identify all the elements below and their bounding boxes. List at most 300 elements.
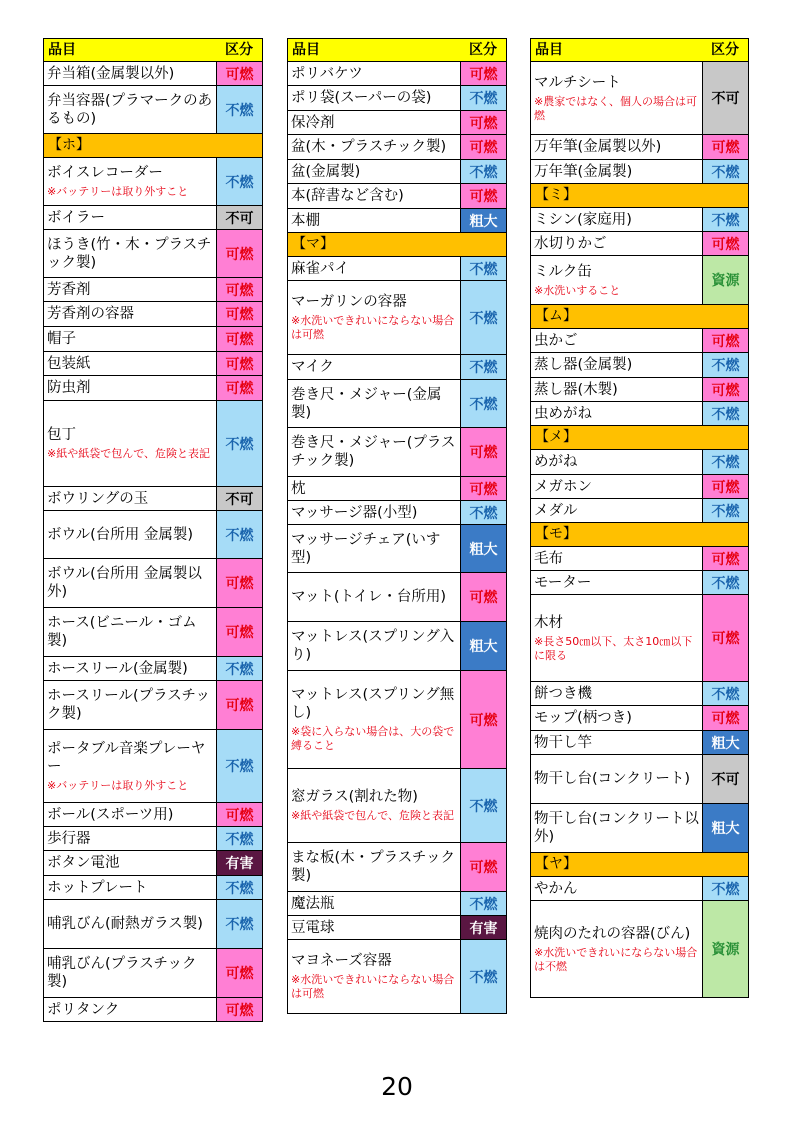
item-name: 歩行器 bbox=[47, 830, 91, 847]
category-badge: 不燃 bbox=[703, 877, 748, 900]
category-badge: 不燃 bbox=[461, 257, 506, 280]
category-badge: 可燃 bbox=[703, 475, 748, 498]
item-name: マヨネーズ容器 bbox=[291, 953, 392, 969]
table-row bbox=[288, 477, 506, 501]
category-badge: 可燃 bbox=[703, 547, 748, 570]
table-row bbox=[44, 376, 262, 401]
item-name: 包装紙 bbox=[47, 355, 91, 372]
item-name: 本棚 bbox=[291, 212, 320, 229]
category-badge: 可燃 bbox=[217, 949, 262, 997]
table-row bbox=[288, 209, 506, 233]
item-name-cell bbox=[531, 706, 703, 730]
table-row bbox=[288, 671, 506, 769]
category-badge: 可燃 bbox=[461, 184, 506, 208]
table-row bbox=[288, 501, 506, 525]
item-name: ボタン電池 bbox=[47, 855, 120, 871]
category-badge: 可燃 bbox=[703, 135, 748, 159]
table-row bbox=[288, 622, 506, 671]
item-name: ポリバケツ bbox=[291, 65, 363, 82]
header-item-label: 品目 bbox=[535, 42, 563, 58]
category-badge: 不燃 bbox=[217, 86, 262, 133]
item-name-cell bbox=[531, 755, 703, 803]
table-row bbox=[288, 916, 506, 940]
category-badge: 不燃 bbox=[461, 281, 506, 354]
item-note: ※バッテリーは取り外すこと bbox=[47, 185, 189, 198]
item-name: 物干し台(コンクリート以外) bbox=[534, 811, 699, 845]
item-name-cell bbox=[531, 160, 703, 183]
category-badge: 不燃 bbox=[703, 402, 748, 425]
item-name-cell bbox=[288, 135, 461, 159]
item-name: 水切りかご bbox=[534, 235, 607, 252]
table-row bbox=[288, 184, 506, 209]
item-name-cell bbox=[288, 355, 461, 379]
table-row bbox=[44, 511, 262, 559]
item-name-cell bbox=[44, 900, 217, 948]
category-badge: 可燃 bbox=[703, 595, 748, 681]
item-name: ミルク缶 bbox=[534, 263, 592, 280]
table-row bbox=[531, 353, 748, 378]
item-name: 餅つき機 bbox=[534, 685, 592, 702]
header-category-label: 区分 bbox=[711, 42, 739, 58]
item-name-cell bbox=[44, 278, 217, 301]
item-name-cell bbox=[531, 329, 703, 352]
item-name-cell bbox=[44, 559, 217, 607]
page-number: 20 bbox=[381, 1072, 413, 1101]
category-badge: 可燃 bbox=[217, 608, 262, 656]
item-name-cell bbox=[531, 571, 703, 594]
item-name: まな板(木・プラスチック製) bbox=[291, 850, 455, 884]
table-row bbox=[44, 352, 262, 376]
item-name-cell bbox=[44, 487, 217, 510]
table-row bbox=[288, 525, 506, 573]
header-category-label: 区分 bbox=[225, 42, 253, 58]
table-row bbox=[288, 135, 506, 160]
item-name-cell bbox=[288, 501, 461, 524]
category-badge: 不燃 bbox=[217, 827, 262, 850]
category-badge: 不可 bbox=[217, 206, 262, 229]
table-row bbox=[44, 302, 262, 327]
item-name-cell bbox=[44, 352, 217, 375]
category-badge: 可燃 bbox=[461, 135, 506, 159]
table-row bbox=[531, 329, 748, 353]
item-name-cell bbox=[44, 206, 217, 229]
category-badge: 不燃 bbox=[461, 160, 506, 183]
table-row bbox=[44, 327, 262, 352]
item-name: 万年筆(金属製以外) bbox=[534, 139, 662, 155]
category-badge: 不燃 bbox=[217, 900, 262, 948]
table-row bbox=[288, 380, 506, 428]
item-name: 蒸し器(木製) bbox=[534, 381, 618, 398]
category-badge: 不燃 bbox=[461, 940, 506, 1013]
section-header: 【マ】 bbox=[288, 233, 506, 257]
table-row bbox=[531, 706, 748, 731]
item-name-cell bbox=[44, 158, 217, 205]
table-row bbox=[288, 573, 506, 622]
section-header: 【ム】 bbox=[531, 305, 748, 329]
table-row bbox=[288, 892, 506, 916]
table-column-3 bbox=[530, 38, 749, 998]
category-badge: 不燃 bbox=[461, 892, 506, 915]
item-name-cell bbox=[531, 499, 703, 522]
category-badge: 可燃 bbox=[461, 477, 506, 500]
item-name-cell bbox=[288, 184, 461, 208]
item-name-cell bbox=[531, 731, 703, 754]
item-name-cell bbox=[288, 940, 461, 1013]
item-name: 枕 bbox=[291, 480, 306, 497]
item-name-cell bbox=[288, 477, 461, 500]
item-name-cell bbox=[288, 86, 461, 110]
item-name: 哺乳びん(耐熱ガラス製) bbox=[47, 916, 203, 932]
item-name: マイク bbox=[291, 359, 334, 375]
table-row bbox=[44, 278, 262, 302]
table-row bbox=[288, 355, 506, 380]
table-row bbox=[531, 571, 748, 595]
category-badge: 可燃 bbox=[461, 671, 506, 768]
item-name: 盆(金属製) bbox=[291, 163, 361, 180]
category-badge: 可燃 bbox=[217, 327, 262, 351]
item-name-cell bbox=[44, 230, 217, 277]
item-name: ボイスレコーダー bbox=[47, 165, 163, 181]
table-row bbox=[44, 803, 262, 827]
item-name: 万年筆(金属製) bbox=[534, 163, 633, 180]
section-header: 【ミ】 bbox=[531, 184, 748, 208]
item-name: 弁当容器(プラマークのあるもの) bbox=[47, 92, 213, 127]
table-row bbox=[44, 206, 262, 230]
header-item-label: 品目 bbox=[292, 42, 320, 58]
item-name-cell bbox=[44, 302, 217, 326]
table-row bbox=[44, 730, 262, 803]
table-row bbox=[288, 428, 506, 477]
item-name-cell bbox=[531, 450, 703, 474]
item-name-cell bbox=[531, 135, 703, 159]
header-category-label: 区分 bbox=[469, 42, 497, 58]
item-name-cell bbox=[288, 62, 461, 85]
table-row bbox=[44, 876, 262, 900]
table-row bbox=[44, 86, 262, 134]
item-name: 芳香剤の容器 bbox=[47, 306, 134, 322]
item-name-cell bbox=[44, 998, 217, 1021]
table-row bbox=[288, 843, 506, 892]
item-note: ※水洗いできれいにならない場合は不燃 bbox=[534, 945, 698, 973]
item-name: ホットプレート bbox=[47, 879, 148, 896]
item-name: 虫かご bbox=[534, 332, 578, 349]
category-badge: 可燃 bbox=[217, 998, 262, 1021]
item-name: ホースリール(プラスチック製) bbox=[47, 688, 210, 722]
item-name: やかん bbox=[534, 880, 578, 897]
category-badge: 不可 bbox=[217, 487, 262, 510]
table-row bbox=[531, 804, 748, 853]
category-badge: 不燃 bbox=[703, 450, 748, 474]
table-row bbox=[288, 940, 506, 1014]
item-name-cell bbox=[531, 256, 703, 304]
item-name: マットレス(スプリング無し) bbox=[291, 687, 455, 721]
section-header: 【ホ】 bbox=[44, 134, 262, 158]
item-note: ※水洗いできれいにならない場合は可燃 bbox=[291, 314, 455, 341]
item-name-cell bbox=[531, 547, 703, 570]
item-name-cell bbox=[44, 827, 217, 850]
item-name-cell bbox=[531, 353, 703, 377]
section-header: 【ヤ】 bbox=[531, 853, 748, 877]
category-badge: 可燃 bbox=[703, 706, 748, 730]
category-badge: 粗大 bbox=[461, 525, 506, 572]
table-row bbox=[288, 86, 506, 111]
category-badge: 不可 bbox=[703, 62, 748, 134]
item-name: 豆電球 bbox=[291, 919, 335, 936]
item-note: ※水洗いすること bbox=[534, 283, 621, 297]
item-name: 木材 bbox=[534, 614, 563, 631]
item-name-cell bbox=[288, 769, 461, 842]
item-name-cell bbox=[531, 402, 703, 425]
item-note: ※農家ではなく、個人の場合は可燃 bbox=[534, 94, 697, 122]
category-badge: 不燃 bbox=[461, 355, 506, 379]
table-row bbox=[531, 208, 748, 232]
category-badge: 不燃 bbox=[217, 730, 262, 802]
table-row bbox=[531, 595, 748, 682]
item-name-cell bbox=[44, 730, 217, 802]
category-badge: 不燃 bbox=[703, 208, 748, 231]
table-row bbox=[531, 499, 748, 523]
item-name-cell bbox=[531, 62, 703, 134]
item-name-cell bbox=[531, 682, 703, 705]
table-row bbox=[44, 158, 262, 206]
item-name-cell bbox=[531, 877, 703, 900]
item-name: 毛布 bbox=[534, 550, 563, 567]
item-note: ※紙や紙袋で包んで、危険と表記 bbox=[291, 809, 454, 822]
item-name: ホースリール(金属製) bbox=[47, 660, 188, 677]
table-row bbox=[531, 378, 748, 402]
item-name-cell bbox=[44, 657, 217, 680]
table-row bbox=[531, 877, 748, 901]
category-badge: 有害 bbox=[217, 851, 262, 875]
item-name-cell bbox=[531, 208, 703, 231]
item-name: ボール(スポーツ用) bbox=[47, 806, 174, 823]
item-name: 弁当箱(金属製以外) bbox=[47, 65, 175, 82]
item-name-cell bbox=[44, 86, 217, 133]
item-name: 盆(木・プラスチック製) bbox=[291, 139, 447, 155]
item-name-cell bbox=[288, 622, 461, 670]
item-name: メダル bbox=[534, 502, 578, 519]
item-name-cell bbox=[44, 62, 217, 85]
category-badge: 不燃 bbox=[461, 501, 506, 524]
item-name-cell bbox=[288, 111, 461, 134]
item-name-cell bbox=[288, 257, 461, 280]
item-note: ※紙や紙袋で包んで、危険と表記 bbox=[47, 447, 210, 460]
category-badge: 可燃 bbox=[217, 352, 262, 375]
item-name-cell bbox=[44, 949, 217, 997]
category-badge: 不燃 bbox=[703, 571, 748, 594]
category-badge: 可燃 bbox=[217, 278, 262, 301]
table-row bbox=[288, 281, 506, 355]
item-name: ポリ袋(スーパーの袋) bbox=[291, 90, 432, 106]
table-row bbox=[44, 62, 262, 86]
item-name: ポリタンク bbox=[47, 1001, 120, 1018]
item-name: ポータブル音楽プレーヤー bbox=[47, 740, 206, 775]
table-row bbox=[44, 401, 262, 487]
table-row bbox=[44, 608, 262, 657]
table-row bbox=[531, 682, 748, 706]
item-name-cell bbox=[44, 681, 217, 729]
table-row bbox=[44, 827, 262, 851]
item-name-cell bbox=[288, 428, 461, 476]
section-header: 【モ】 bbox=[531, 523, 748, 547]
category-badge: 可燃 bbox=[461, 62, 506, 85]
table-row bbox=[44, 487, 262, 511]
table-row bbox=[44, 998, 262, 1022]
category-badge: 可燃 bbox=[703, 329, 748, 352]
item-name: マッサージチェア(いす型) bbox=[291, 531, 441, 566]
category-badge: 不燃 bbox=[217, 158, 262, 205]
item-name-cell bbox=[288, 281, 461, 354]
item-name-cell bbox=[44, 803, 217, 826]
column-header bbox=[531, 39, 748, 62]
category-badge: 不燃 bbox=[703, 682, 748, 705]
table-row bbox=[531, 755, 748, 804]
item-name: 包丁 bbox=[47, 427, 76, 443]
category-badge: 不燃 bbox=[217, 876, 262, 899]
category-badge: 可燃 bbox=[461, 428, 506, 476]
item-name: 巻き尺・メジャー(プラスチック製) bbox=[291, 435, 456, 469]
item-name: ほうき(竹・木・プラスチック製) bbox=[47, 236, 212, 271]
item-name: モーター bbox=[534, 574, 592, 591]
item-note: ※バッテリーは取り外すこと bbox=[47, 778, 189, 792]
category-badge: 粗大 bbox=[461, 622, 506, 670]
section-header: 【メ】 bbox=[531, 426, 748, 450]
item-name: ボウル(台所用 金属製) bbox=[47, 526, 193, 543]
table-row bbox=[531, 256, 748, 305]
item-name-cell bbox=[44, 876, 217, 899]
item-name: めがね bbox=[534, 454, 578, 470]
item-name-cell bbox=[44, 401, 217, 486]
table-row bbox=[288, 769, 506, 843]
category-badge: 粗大 bbox=[703, 804, 748, 852]
item-name: メガホン bbox=[534, 478, 592, 495]
table-row bbox=[288, 62, 506, 86]
item-name-cell bbox=[44, 376, 217, 400]
category-badge: 可燃 bbox=[217, 681, 262, 729]
item-name-cell bbox=[531, 475, 703, 498]
table-row bbox=[44, 900, 262, 949]
item-name-cell bbox=[288, 525, 461, 572]
category-badge: 可燃 bbox=[217, 230, 262, 277]
item-name-cell bbox=[288, 671, 461, 768]
item-name: ボイラー bbox=[47, 209, 105, 226]
item-name-cell bbox=[531, 804, 703, 852]
item-name-cell bbox=[288, 892, 461, 915]
category-badge: 不燃 bbox=[217, 511, 262, 558]
category-badge: 不燃 bbox=[703, 160, 748, 183]
item-name-cell bbox=[531, 901, 703, 997]
category-badge: 不燃 bbox=[703, 353, 748, 377]
category-badge: 不燃 bbox=[461, 86, 506, 110]
item-name: 物干し竿 bbox=[534, 734, 592, 751]
category-badge: 可燃 bbox=[461, 111, 506, 134]
item-name: マーガリンの容器 bbox=[291, 294, 407, 310]
table-row bbox=[531, 62, 748, 135]
category-badge: 可燃 bbox=[703, 232, 748, 255]
item-name: 保冷剤 bbox=[291, 114, 335, 131]
category-badge: 可燃 bbox=[217, 62, 262, 85]
category-badge: 可燃 bbox=[217, 302, 262, 326]
item-name-cell bbox=[288, 916, 461, 939]
category-badge: 粗大 bbox=[703, 731, 748, 754]
item-name: 防虫剤 bbox=[47, 380, 91, 396]
item-name-cell bbox=[531, 595, 703, 681]
item-name: 芳香剤 bbox=[47, 281, 91, 298]
header-item-label: 品目 bbox=[48, 42, 76, 58]
item-name: 虫めがね bbox=[534, 405, 592, 422]
table-row bbox=[531, 402, 748, 426]
table-row bbox=[531, 135, 748, 160]
category-badge: 不燃 bbox=[217, 657, 262, 680]
category-badge: 可燃 bbox=[461, 573, 506, 621]
table-column-2 bbox=[287, 38, 507, 1014]
item-note: ※長さ50㎝以下、太さ10㎝以下に限る bbox=[534, 634, 693, 662]
table-row bbox=[531, 731, 748, 755]
item-name: 麻雀パイ bbox=[291, 260, 349, 277]
table-row bbox=[531, 547, 748, 571]
item-name: 魔法瓶 bbox=[291, 895, 335, 912]
item-name: 本(辞書など含む) bbox=[291, 188, 404, 204]
table-row bbox=[531, 475, 748, 499]
table-row bbox=[44, 851, 262, 876]
category-badge: 資源 bbox=[703, 256, 748, 304]
table-row bbox=[44, 559, 262, 608]
item-name-cell bbox=[288, 209, 461, 232]
category-badge: 有害 bbox=[461, 916, 506, 939]
column-header bbox=[288, 39, 506, 62]
category-badge: 不燃 bbox=[461, 769, 506, 842]
item-name-cell bbox=[531, 378, 703, 401]
item-name-cell bbox=[44, 327, 217, 351]
table-row bbox=[288, 257, 506, 281]
item-name-cell bbox=[44, 511, 217, 558]
item-name-cell bbox=[288, 380, 461, 427]
item-name: 巻き尺・メジャー(金属製) bbox=[291, 386, 442, 421]
item-name: マッサージ器(小型) bbox=[291, 504, 418, 521]
item-name: マットレス(スプリング入り) bbox=[291, 629, 455, 663]
category-badge: 粗大 bbox=[461, 209, 506, 232]
item-name: ミシン(家庭用) bbox=[534, 211, 632, 228]
item-name: マット(トイレ・台所用) bbox=[291, 589, 447, 605]
table-row bbox=[44, 230, 262, 278]
category-badge: 可燃 bbox=[217, 559, 262, 607]
item-name: ホース(ビニール・ゴム製) bbox=[47, 615, 197, 649]
table-row bbox=[288, 160, 506, 184]
item-note: ※袋に入らない場合は、大の袋で縛ること bbox=[291, 725, 455, 752]
table-row bbox=[531, 901, 748, 998]
item-name: ボウリングの玉 bbox=[47, 490, 149, 507]
item-name-cell bbox=[44, 851, 217, 875]
item-name-cell bbox=[288, 573, 461, 621]
item-name-cell bbox=[44, 608, 217, 656]
item-name-cell bbox=[531, 232, 703, 255]
category-badge: 不燃 bbox=[217, 401, 262, 486]
item-name: 窓ガラス(割れた物) bbox=[291, 789, 418, 805]
table-row bbox=[44, 681, 262, 730]
table-row bbox=[531, 450, 748, 475]
table-row bbox=[44, 949, 262, 998]
category-badge: 不可 bbox=[703, 755, 748, 803]
item-name: ボウル(台所用 金属製以外) bbox=[47, 566, 202, 600]
item-name: 哺乳びん(プラスチック製) bbox=[47, 956, 197, 990]
item-name: 帽子 bbox=[47, 331, 76, 347]
category-badge: 資源 bbox=[703, 901, 748, 997]
category-badge: 不燃 bbox=[461, 380, 506, 427]
table-row bbox=[531, 160, 748, 184]
item-name: 蒸し器(金属製) bbox=[534, 357, 633, 373]
category-badge: 可燃 bbox=[461, 843, 506, 891]
table-column-1 bbox=[43, 38, 263, 1022]
